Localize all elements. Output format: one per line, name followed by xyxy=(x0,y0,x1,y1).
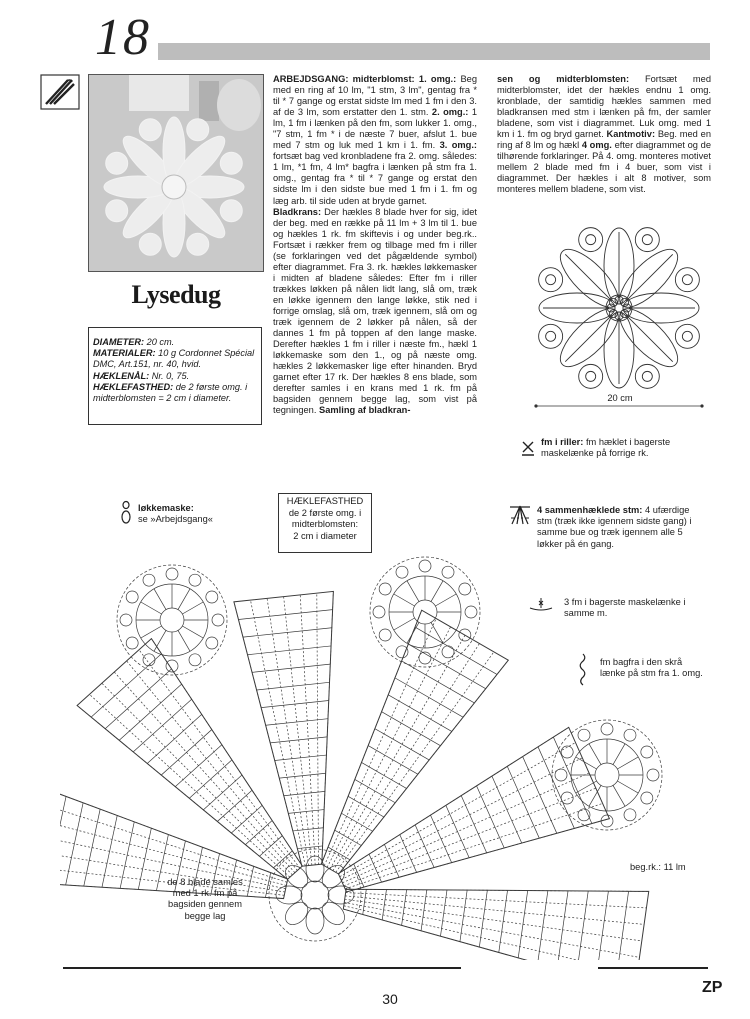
schematic-motif xyxy=(539,324,563,348)
instr-round-1: Beg med en ring af 10 lm, "1 stm, 3 lm", gentag fra * til * 7 gange og erstat sidste lm med 1 fm i den 3. af de 3 lm, som erstatter den 1. stm. xyxy=(273,74,478,118)
diagram-leaf-row xyxy=(577,891,589,960)
diagram-leaf-stitches xyxy=(340,743,576,877)
footer-rule-right xyxy=(598,967,708,969)
legend-cluster-text: 4 ufærdige stm (træk ikke igennem sidste gang) i samme bue og træk igennem alle 5 løkker på én gang. xyxy=(537,505,692,549)
diagram-motif-spoke xyxy=(154,630,166,651)
doily-title: Lysedug xyxy=(131,280,221,309)
diagram-motif-spoke xyxy=(613,785,625,806)
diagram-motif-spoke xyxy=(178,589,190,610)
hook-label: HÆKLENÅL: xyxy=(93,370,150,381)
photo-motif xyxy=(187,119,209,141)
edge-motif-head: Kantmotiv: xyxy=(606,129,656,140)
instr-round-2-head: 2. omg.: xyxy=(431,107,469,118)
diameter-label: DIAMETER: xyxy=(93,337,145,347)
diagram-leaf-stitches xyxy=(346,819,609,892)
header-bar xyxy=(158,43,710,60)
diagram-motif-picot xyxy=(373,606,385,618)
join-label-line-3: bagsiden gennem xyxy=(168,899,242,910)
diagram-motif-spoke xyxy=(141,626,162,638)
legend-riller-title: fm i riller: xyxy=(541,437,584,447)
instructions-column-1 xyxy=(273,74,477,416)
diagram-motif-picot xyxy=(206,591,218,603)
cluster-stitch-icon xyxy=(509,504,531,526)
instructions-column-2 xyxy=(497,74,711,196)
diagram-leaf-row xyxy=(499,890,508,952)
diagram-leaf xyxy=(321,610,508,874)
photo-motif xyxy=(220,200,242,222)
assembly-head-end: sen og midterblomsten: xyxy=(497,74,630,84)
diagram-leaf-stitches xyxy=(267,598,308,865)
legend-three-sc: 3 fm i bagerste maskelænke i samme m. xyxy=(564,597,686,619)
join-label-line-2: med 1 rk. fm på xyxy=(172,888,238,899)
diagram-motif-spoke xyxy=(613,744,625,765)
doily-schematic xyxy=(528,218,710,408)
diameter-value: 20 cm. xyxy=(146,337,175,347)
diagram-motif-spoke xyxy=(394,594,415,606)
instr-round-2: 1 lm, 1 fm i lænken på den fm, som lukker 1. omg., "7 stm, 1 fm * i de næste 7 buer, afslut 1. bue med 7 stm og luk med 1 km i 1. fm. xyxy=(273,107,477,151)
diagram-center-petal xyxy=(306,908,324,934)
diagram-leaf-stitches xyxy=(344,902,639,957)
diagram-leaf-stitches xyxy=(114,672,295,873)
scanner-mark: ZP xyxy=(702,979,723,996)
diagram-motif-spoke xyxy=(589,744,601,765)
assembly-head-start: Samling af bladkran- xyxy=(319,405,411,416)
photo-motif xyxy=(139,119,161,141)
join-label-line-4: begge lag xyxy=(184,910,226,921)
diagram-leaf-row xyxy=(615,891,628,960)
diagram-motif-picot xyxy=(396,566,408,578)
diagram-motif-picot xyxy=(442,566,454,578)
gauge-box-line-2: de 2 første omg. i xyxy=(288,507,362,518)
diagram-leaf-stitches xyxy=(342,773,589,883)
diagram-motif-spoke xyxy=(394,618,415,630)
diagram-motif-picot xyxy=(601,723,613,735)
schematic-motif xyxy=(579,364,603,388)
hook-value: Nr. 0, 75. xyxy=(151,370,190,381)
schematic-motif xyxy=(635,228,659,252)
diagram-motif-spoke xyxy=(407,622,419,643)
pattern-number: 18 xyxy=(95,9,151,66)
diagram-motif-center xyxy=(595,763,619,787)
diagram-leaf-row xyxy=(408,644,485,689)
schematic-motif xyxy=(675,268,699,292)
riller-symbol-icon xyxy=(521,440,535,456)
edge-motif-text-a: Beg. med en ring af 8 lm og hækl xyxy=(497,129,711,151)
diagram-leaf-row xyxy=(538,891,548,960)
diagram-motif-picot xyxy=(624,729,636,741)
edge-motif-text-b: efter diagrammet og de tilhørende forklaringer. På 4. omg. monteres motivet mellem 2 blade med fm i 4 buer, som vist i diagrammet. Der hækles i alt 8 motiver, som monteres mellem bladene, som vist. xyxy=(497,140,711,195)
schematic-motif xyxy=(579,228,603,252)
leaf-wreath-head: Bladkrans: xyxy=(273,206,322,217)
diagram-leaf-stitches xyxy=(333,644,480,871)
crochet-hook-icon xyxy=(40,74,80,110)
diagram-center-petal xyxy=(328,886,354,904)
diagram-leaf-row xyxy=(245,821,272,845)
schematic-motif-center xyxy=(586,235,596,245)
schematic-motif-center xyxy=(546,331,556,341)
photo-motif xyxy=(106,200,128,222)
instr-round-3-head: 3. omg.: xyxy=(439,140,478,151)
diagram-motif-center xyxy=(160,608,184,632)
legend-riller-text: fm hæklet i bagerste maskelænke på forrige rk. xyxy=(541,437,671,459)
legend-riller xyxy=(541,437,701,459)
diagram-motif-picot xyxy=(561,792,573,804)
diagram-motif-outer xyxy=(117,565,227,675)
diagram-motif-picot xyxy=(189,574,201,586)
diagram-leaf-stitches xyxy=(250,600,305,866)
diagram-motif-picot xyxy=(143,574,155,586)
width-dimension-label: 20 cm xyxy=(595,393,645,404)
diagram-motif-picot xyxy=(126,591,138,603)
assembly-text: Fortsæt med midterblomster, idet der hækles endnu 1 omg. kronblade, der samtidig hækles sammen med bladkransen med stm i lænken på fm, der samler bladene, som vist i diagrammet. Luk omg. med 1 km i 1. fm og bryd garnet. xyxy=(497,74,711,140)
diagram-motif-picot xyxy=(379,629,391,641)
materials-label: MATERIALER: xyxy=(93,348,156,359)
diagram-leaf-stitches xyxy=(344,906,637,960)
diagram-leaf-row xyxy=(402,661,475,703)
diagram-leaf-stitches xyxy=(341,758,582,880)
beg-row-label: beg.rk.: 11 lm xyxy=(630,862,686,872)
diagram-leaf-stitches xyxy=(336,652,494,872)
diagram-motif-spoke xyxy=(617,781,638,793)
diagram-motif-spoke xyxy=(182,602,203,614)
diagram-motif-picot xyxy=(442,646,454,658)
doily-photo xyxy=(88,74,264,272)
legend-slant: fm bagfra i den skrå lænke på stm fra 1. omg. xyxy=(600,657,703,679)
diagram-motif-picot xyxy=(641,792,653,804)
legend-loop xyxy=(138,503,238,525)
photo-motif xyxy=(106,152,128,174)
diagram-motif-spoke xyxy=(154,589,166,610)
diagram-motif-picot xyxy=(555,769,567,781)
diagram-leaf-row xyxy=(161,730,212,776)
diagram-motif-picot xyxy=(120,614,132,626)
schematic-center xyxy=(606,295,632,321)
diagram-motif-spoke xyxy=(431,581,443,602)
gauge-label: HÆKLEFASTHED: xyxy=(93,381,174,392)
gauge-box-line-4: 2 cm i diameter xyxy=(293,530,357,541)
schematic-motif-center xyxy=(546,275,556,285)
diagram-motif-picot xyxy=(561,746,573,758)
diagram-leaf xyxy=(77,639,302,880)
schematic-motif-center xyxy=(642,371,652,381)
footer-rule-left xyxy=(63,967,461,969)
legend-loop-text: se »Arbejdsgang« xyxy=(138,514,213,525)
schematic-motif-center xyxy=(682,275,692,285)
loop-stitch-icon xyxy=(120,500,132,526)
diagram-leaf-row xyxy=(492,776,522,843)
diagram-motif-spoke xyxy=(141,602,162,614)
diagram-leaf-stitches xyxy=(322,591,334,864)
diagram-motif-picot xyxy=(206,637,218,649)
diagram-motif-picot xyxy=(126,637,138,649)
diagram-motif-picot xyxy=(143,654,155,666)
schematic-motif-center xyxy=(642,235,652,245)
schematic-motif-center xyxy=(682,331,692,341)
photo-motif xyxy=(139,233,161,255)
gauge-box-line-3: midterblomsten: xyxy=(291,519,359,529)
diagram-motif-picot xyxy=(189,654,201,666)
diagram-motif-picot xyxy=(212,614,224,626)
page-number: 30 xyxy=(382,991,398,1007)
diagram-leaf-stitches xyxy=(343,909,635,960)
photo-motif xyxy=(187,233,209,255)
materials-value: 10 g Cordonnet Spécial DMC, Art.151, nr. 40, hvid. xyxy=(93,348,255,370)
diagram-motif-spoke xyxy=(435,594,456,606)
legend-loop-title: løkkemaske: xyxy=(138,503,194,513)
diagram-leaf-stitches xyxy=(60,784,288,879)
diagram-leaf-stitches xyxy=(338,727,568,873)
photo-motif xyxy=(220,152,242,174)
gauge-box-line-1: HÆKLEFASTHED xyxy=(286,496,364,506)
diagram-leaf-stitches xyxy=(339,660,509,874)
diagram-motif-spoke xyxy=(178,630,190,651)
diagram-motif-spoke xyxy=(407,581,419,602)
diagram-motif-picot xyxy=(166,568,178,580)
instr-heading: ARBEJDSGANG: midterblomst: 1. omg.: xyxy=(273,74,457,84)
schematic-motif-center xyxy=(586,371,596,381)
diagram-motif-picot xyxy=(379,583,391,595)
diagram-center-ring xyxy=(301,881,329,909)
legend-cluster-title: 4 sammenhæklede stm: xyxy=(537,505,643,515)
schematic-motif xyxy=(539,268,563,292)
edge-motif-rounds: 4 omg. xyxy=(581,140,612,151)
diagram-motif-picot xyxy=(419,560,431,572)
gauge-value: de 2 første omg. i midterblomsten = 2 cm i diameter. xyxy=(93,381,248,404)
diagram-motif-picot xyxy=(578,729,590,741)
leaf-wreath-text: Der hækles 8 blade hver for sig, idet der beg. med en række på 11 lm + 3 lm til 1. bue og hækles 1 rk. fm skiftevis i og under beg.rk.. Fortsæt i rækker frem og tilbage med fm i riller (se forklaringen ved det pågældende symbol) efter diagrammet. Fra 3. rk. hækles løkkemasker i midten af bladene således: Efter fm i riller trækkes løkken på nålen lidt lang, slå om, træk en løkke igennem den lange løkke, stik ned i forrige omslag, slå om, træk igennem, slå om og træk igennem de 2 løkker på nålen, så der dannes 1 fm på toppen af den lange maske. Derefter hækles 1 fm i riller i næste fm., hækl 1 løkkemaske som den 1., og på næste omg. hækles 2 løkkemasker lige efter hinanden. Bryd garnet efter 17 rk. Der hækles 8 ens blade, som derefter samles i en krans med 1 rk. fm på bagsiden gennem begge lag, som vist på tegningen. xyxy=(273,206,477,416)
diagram-leaf-stitches xyxy=(151,639,302,866)
diagram-leaf-row xyxy=(384,844,399,877)
diagram-motif-picot xyxy=(459,583,471,595)
diagram-motif-picot xyxy=(647,769,659,781)
diagram-leaf-stitches xyxy=(317,593,319,864)
schematic-motif xyxy=(675,324,699,348)
diagram-leaf-row xyxy=(361,762,406,788)
diagram-motif-picot xyxy=(641,746,653,758)
diagram-motif-spoke xyxy=(576,781,597,793)
diagram-motif-picot xyxy=(624,809,636,821)
diagram-motif-spoke xyxy=(435,618,456,630)
diagram-leaf-stitches xyxy=(89,694,289,877)
diagram-leaf-stitches xyxy=(102,683,293,875)
diagram-leaf-stitches xyxy=(327,627,450,867)
diagram-motif-picot xyxy=(396,646,408,658)
diagram-leaf-stitches xyxy=(139,650,300,868)
instr-round-3: fortsæt bag ved kronbladene fra 2. omg. således: 1 lm, *1 fm, 4 lm* bagfra i lænken på stm fra 1. omg., gentag fra * til * 7 gange og erstat den sidste lm i den sidste bue med 1 fm i 1. fm og læg arb. til side uden at bryde garnet. xyxy=(273,151,477,206)
join-label-line-1: de 8 blade samles xyxy=(167,877,243,887)
spec-box xyxy=(88,327,262,425)
diagram-leaf-stitches xyxy=(345,803,603,888)
diagram-motif-spoke xyxy=(617,757,638,769)
join-label xyxy=(150,877,260,922)
diagram-leaf-row xyxy=(557,891,568,960)
diagram-motif-picot xyxy=(465,606,477,618)
diagram-motif-spoke xyxy=(182,626,203,638)
diagram-leaf-row xyxy=(84,809,100,886)
schematic-motif xyxy=(635,364,659,388)
